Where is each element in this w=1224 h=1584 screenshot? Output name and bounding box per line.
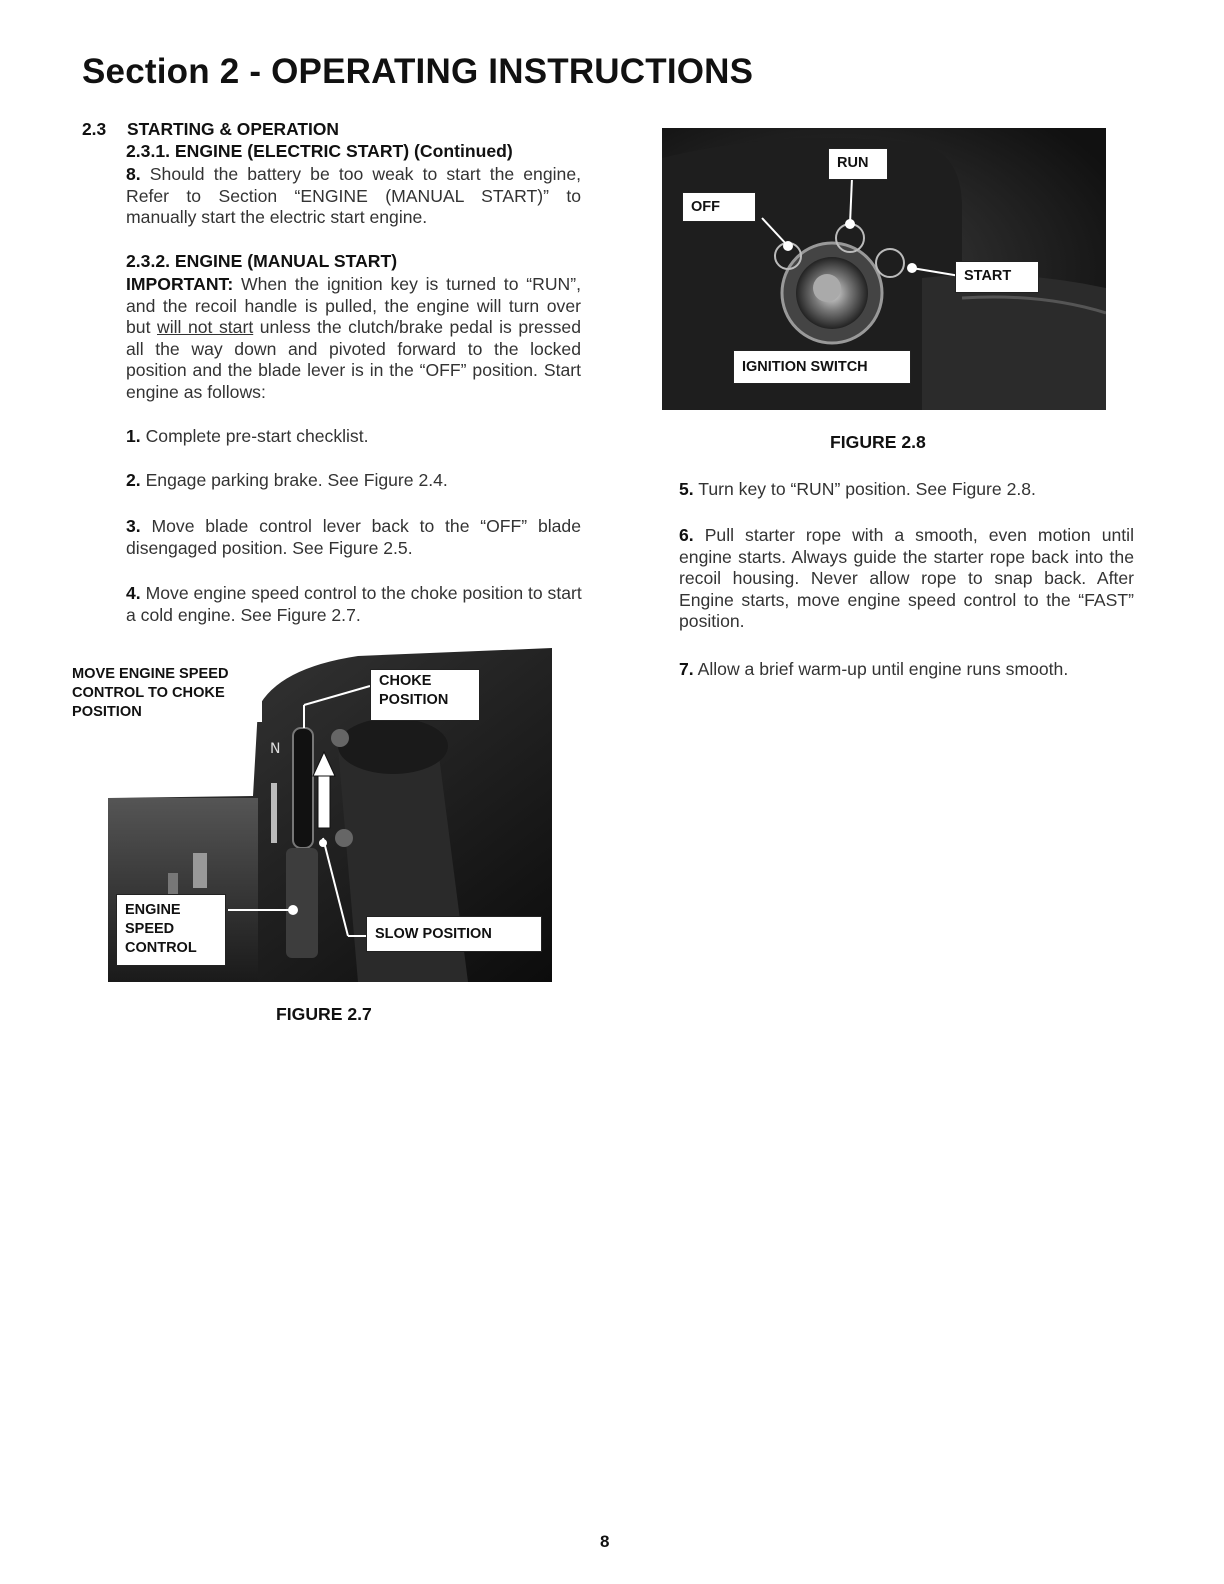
item-8-text: Should the battery be too weak to start the engine, Refer to Section “ENGINE (MANUAL START)” to manually start the electric start engine.: [126, 164, 581, 227]
subsection-title-electric: 2.3.1. ENGINE (ELECTRIC START) (Continued): [126, 141, 513, 161]
step-number: 4.: [126, 583, 141, 603]
important-underlined: will not start: [157, 317, 254, 337]
figure-2-7-caption: FIGURE 2.7: [276, 1004, 372, 1024]
important-paragraph: [126, 274, 581, 403]
step-number: 6.: [679, 525, 694, 545]
important-text-a: When the ignition key is turned to “RUN”, and the recoil handle is pulled, the engine will turn over but: [126, 274, 581, 337]
step-2: [126, 470, 581, 492]
section-heading: [82, 119, 339, 140]
important-text-b: unless the clutch/brake pedal is pressed all the way down and pivoted forward to the locked position and the blade lever is in the “OFF” position. Start engine as follows:: [126, 317, 581, 402]
step-text: Engage parking brake. See Figure 2.4.: [140, 470, 448, 490]
step-6: [679, 525, 1134, 633]
step-1: [126, 426, 581, 448]
choke-position-label: CHOKE POSITION: [370, 669, 480, 721]
step-number: 5.: [679, 479, 694, 499]
run-label: RUN: [828, 148, 888, 180]
off-label: OFF: [682, 192, 756, 222]
step-text: Turn key to “RUN” position. See Figure 2.8.: [693, 479, 1036, 499]
step-number: 2.: [126, 470, 141, 490]
item-8-paragraph: [126, 164, 581, 229]
slow-position-label: SLOW POSITION: [366, 916, 542, 952]
step-5: [679, 479, 1134, 501]
step-number: 3.: [126, 516, 141, 536]
figure-2-7-callout-main: MOVE ENGINE SPEED CONTROL TO CHOKE POSITION: [72, 665, 262, 722]
step-text: Allow a brief warm-up until engine runs smooth.: [693, 659, 1069, 679]
svg-text:N: N: [270, 741, 281, 757]
step-3: [126, 516, 581, 559]
subsection-title-manual: 2.3.2. ENGINE (MANUAL START): [126, 251, 398, 271]
start-label: START: [955, 261, 1039, 293]
step-text: Move engine speed control to the choke position to start a cold engine. See Figure 2.7.: [126, 583, 582, 625]
engine-speed-control-label: ENGINE SPEED CONTROL: [116, 894, 226, 966]
step-number: 1.: [126, 426, 141, 446]
section-heading-text: STARTING & OPERATION: [127, 119, 339, 139]
ignition-switch-label: IGNITION SWITCH: [733, 350, 911, 384]
page-number: 8: [600, 1532, 610, 1551]
step-number: 7.: [679, 659, 694, 679]
step-text: Pull starter rope with a smooth, even motion until engine starts. Always guide the starter rope back into the recoil housing. Never allow rope to snap back. After Engine starts, move engine speed control to the “FAST” position.: [679, 525, 1134, 631]
step-text: Move blade control lever back to the “OFF” blade disengaged position. See Figure 2.5.: [126, 516, 581, 558]
section-title: Section 2 - OPERATING INSTRUCTIONS: [82, 52, 754, 91]
figure-2-8-caption: FIGURE 2.8: [830, 432, 926, 452]
item-8-number: 8.: [126, 164, 141, 184]
step-4: [126, 583, 586, 626]
step-text: Complete pre-start checklist.: [140, 426, 369, 446]
section-number: 2.3: [82, 119, 107, 139]
step-7: [679, 659, 1149, 681]
important-label: IMPORTANT:: [126, 274, 234, 294]
